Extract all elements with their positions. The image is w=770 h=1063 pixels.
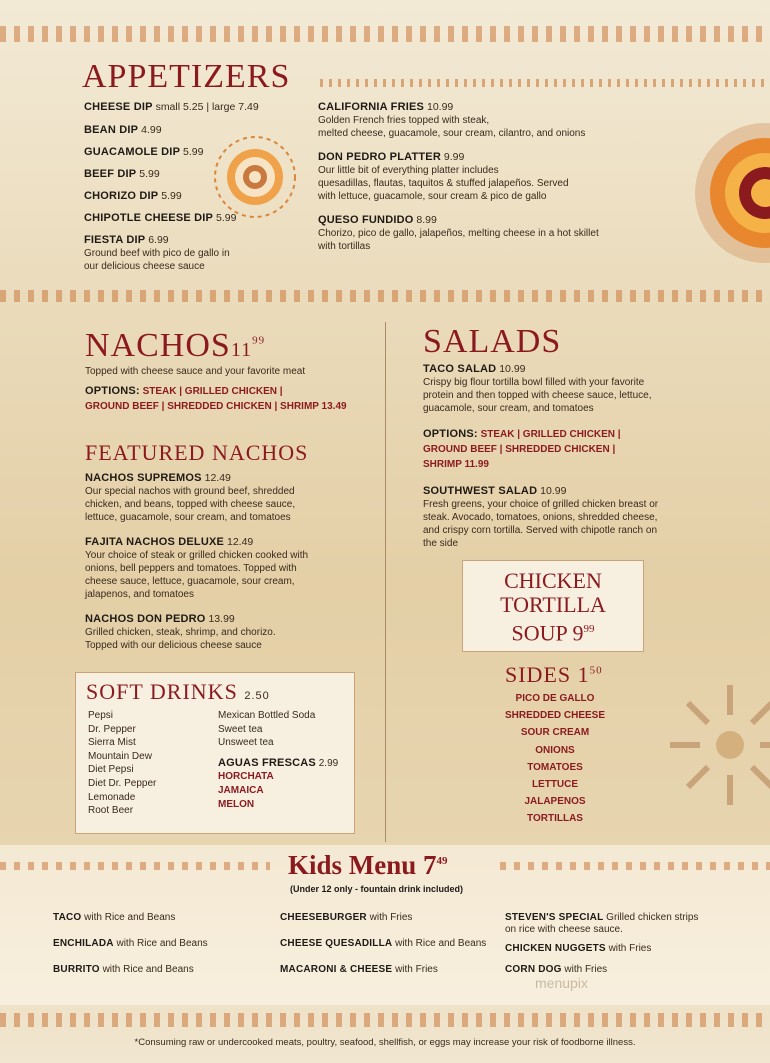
drinks-list: Pepsi Dr. Pepper Sierra Mist Mountain Dew Diet Pepsi Diet Dr. Pepper Lemonade Root Beer (88, 710, 157, 817)
menu-item: SOUTHWEST SALAD 10.99 Fresh greens, your choice of grilled chicken breast or steak. Avocado, tomatoes, onions, shredded cheese, and crispy corn tortilla. Served with chipotle ranch on the side (423, 485, 659, 549)
kids-item: MACARONI & CHEESE with Fries (280, 964, 438, 975)
ornament-divider (320, 79, 765, 87)
sides-title: SIDES $1^{50}$ (505, 662, 603, 687)
top-ornament-band (0, 26, 770, 42)
menu-item: QUESO FUNDIDO 8.99 Chorizo, pico de gallo, jalapeños, melting cheese in a hot skillet with tortillas (318, 214, 599, 252)
kids-menu-subtitle: (Under 12 only - fountain drink included) (290, 884, 464, 894)
menu-item: BEAN DIP 4.99 (84, 124, 162, 136)
menu-item: BEEF DIP 5.99 (84, 168, 160, 180)
soup-box (462, 560, 644, 652)
ornament-band (0, 862, 270, 870)
menu-item: CHEESE DIP small 5.25 | large 7.49 (84, 101, 259, 113)
soft-drinks-title: SOFT DRINKS 2.50 (86, 679, 270, 704)
nachos-description: Topped with cheese sauce and your favorite meat (85, 366, 306, 377)
ornament-band (500, 862, 770, 870)
kids-item: CHEESEBURGER with Fries (280, 912, 413, 923)
menu-item: NACHOS SUPREMOS 12.49 Our special nachos with ground beef, shredded chicken, and beans, topped with cheese sauce, lettuce, guacamole, sour cream, and tomatoes (85, 472, 296, 523)
menu-item: CALIFORNIA FRIES 10.99 Golden French fries topped with steak, melted cheese, guacamole, sour cream, cilantro, and onions (318, 101, 586, 139)
appetizers-title: APPETIZERS (82, 58, 291, 95)
menu-item: FAJITA NACHOS DELUXE 12.49 Your choice of steak or grilled chicken cooked with onions, bell peppers and tomatoes. Topped with cheese sauce, lettuce, guacamole, sour cream, jalapenos, and tomatoes (85, 536, 309, 600)
menu-item: TACO SALAD 10.99 Crispy big flour tortilla bowl filled with your favorite protein and then topped with cheese sauce, lettuce, guacamole, sour cream, and tomatoes (423, 363, 652, 414)
bottom-ornament-band (0, 1013, 770, 1027)
drinks-list: Mexican Bottled Soda Sweet tea Unsweet tea AGUAS FRESCAS 2.99 HORCHATA JAMAICA MELON (218, 710, 339, 810)
kids-item: CORN DOG with Fries (505, 964, 608, 975)
ornament-band (0, 290, 770, 302)
menu-item: CHIPOTLE CHEESE DIP 5.99 (84, 212, 237, 224)
kids-item: STEVEN'S SPECIAL Grilled chicken strips on rice with cheese sauce. (505, 912, 699, 935)
menu-item: NACHOS DON PEDRO 13.99 Grilled chicken, steak, shrimp, and chorizo. Topped with our delicious cheese sauce (85, 613, 276, 651)
kids-menu-title: Kids Menu $7^{49}$ (288, 850, 448, 880)
sides-list: PICO DE GALLO SHREDDED CHEESE SOUR CREAM ONIONS TOMATOES LETTUCE JALAPENOS TORTILLAS (504, 693, 606, 825)
featured-nachos-title: FEATURED NACHOS (85, 440, 309, 465)
mandala-icon (680, 118, 770, 268)
column-divider (385, 322, 386, 842)
footer-disclaimer: *Consuming raw or undercooked meats, poultry, seafood, shellfish, or eggs may increase your risk of foodborne illness. (134, 1037, 636, 1048)
sun-icon (640, 670, 770, 820)
nachos-title: $NACHOS11^{99}$ (85, 327, 266, 364)
menu-item: CHORIZO DIP 5.99 (84, 190, 182, 202)
kids-item: TACO with Rice and Beans (53, 912, 176, 923)
menu-item: DON PEDRO PLATTER 9.99 Our little bit of everything platter includes quesadillas, flautas, taquitos & stuffed jalapeños. Served with lettuce, guacamole, sour cream & pico de gallo (318, 151, 569, 202)
kids-item: CHICKEN NUGGETS with Fries (505, 943, 652, 954)
soft-drinks-box (75, 672, 355, 834)
soup-title: CHICKEN TORTILLA SOUP $9^{99}$ (500, 568, 606, 646)
menu-item: GUACAMOLE DIP 5.99 (84, 146, 204, 158)
watermark: menupix (535, 975, 588, 991)
mandala-icon (208, 132, 303, 222)
salads-title: SALADS (423, 323, 562, 360)
nachos-options: OPTIONS: STEAK | GRILLED CHICKEN | GROUND BEEF | SHREDDED CHICKEN | SHRIMP 13.49 (85, 385, 347, 412)
menu-item: FIESTA DIP 6.99 Ground beef with pico de gallo in our delicious cheese sauce (84, 234, 230, 272)
salad-options: OPTIONS: STEAK | GRILLED CHICKEN | GROUND BEEF | SHREDDED CHICKEN | SHRIMP 11.99 (423, 428, 621, 470)
kids-item: CHEESE QUESADILLA with Rice and Beans (280, 938, 487, 949)
kids-item: BURRITO with Rice and Beans (53, 964, 194, 975)
kids-item: ENCHILADA with Rice and Beans (53, 938, 208, 949)
